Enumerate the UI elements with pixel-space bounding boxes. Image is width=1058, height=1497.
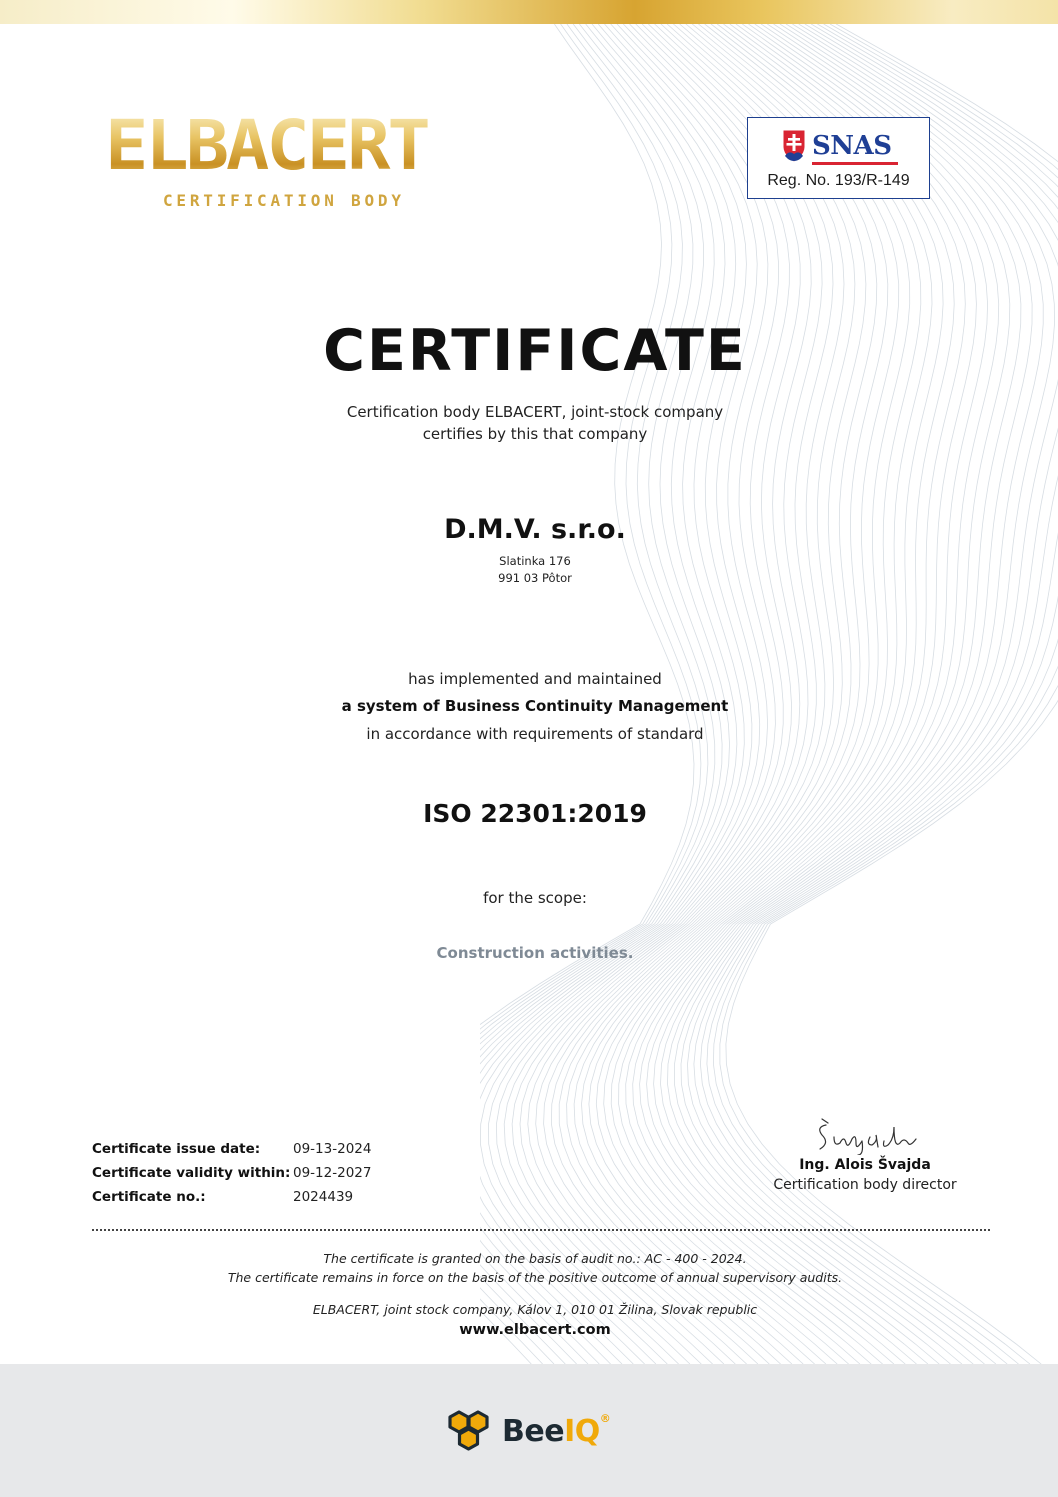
intro-text bbox=[0, 401, 1058, 445]
handwritten-signature bbox=[812, 1115, 922, 1155]
beeiq-logo bbox=[446, 1410, 610, 1452]
statement-line-3: in accordance with requirements of standard bbox=[366, 725, 704, 743]
company-address bbox=[0, 553, 1058, 587]
logo-subtitle: CERTIFICATION BODY bbox=[163, 191, 405, 210]
footer-audit-note: The certificate is granted on the basis of audit no.: AC - 400 - 2024. bbox=[323, 1251, 747, 1266]
snas-wordmark: SNAS bbox=[812, 131, 892, 161]
scope-label: for the scope: bbox=[483, 889, 587, 907]
detail-label: Certificate no.: bbox=[92, 1189, 206, 1205]
wave-line bbox=[480, 24, 744, 1364]
beeiq-wordmark-bee: Bee bbox=[502, 1413, 565, 1449]
intro-line-1: Certification body ELBACERT, joint-stock company bbox=[346, 403, 724, 421]
detail-row-validity bbox=[92, 1161, 371, 1185]
detail-row-issue-date bbox=[92, 1137, 371, 1161]
wave-line bbox=[480, 24, 722, 1364]
company-street: Slatinka 176 bbox=[499, 554, 571, 568]
detail-label: Certificate validity within: bbox=[92, 1165, 291, 1181]
detail-value: 09-13-2024 bbox=[293, 1141, 372, 1157]
wave-line bbox=[480, 24, 752, 1364]
standard-name: ISO 22301:2019 bbox=[423, 799, 647, 828]
signatory-role: Certification body director bbox=[773, 1177, 957, 1193]
detail-label: Certificate issue date: bbox=[92, 1141, 261, 1157]
intro-line-2: certifies by this that company bbox=[422, 425, 648, 443]
snas-registration-number: Reg. No. 193/R-149 bbox=[767, 172, 910, 189]
detail-value: 09-12-2027 bbox=[293, 1165, 372, 1181]
snas-accreditation-badge bbox=[747, 117, 930, 199]
logo-wordmark: ELBACERT bbox=[105, 107, 435, 183]
wave-line bbox=[480, 24, 694, 1364]
elbacert-logo bbox=[105, 105, 435, 210]
statement-line-2: a system of Business Continuity Management bbox=[341, 697, 729, 715]
beeiq-wordmark-iq: IQ bbox=[564, 1413, 600, 1449]
wave-line bbox=[480, 24, 768, 1364]
registered-mark: ® bbox=[599, 1411, 611, 1425]
scope-text: Construction activities. bbox=[436, 944, 634, 962]
footer-address: ELBACERT, joint stock company, Kálov 1, 010 01 Žilina, Slovak republic bbox=[312, 1302, 758, 1317]
honeycomb-icon bbox=[446, 1410, 496, 1452]
top-gold-bar bbox=[0, 0, 1058, 24]
statement-line-1: has implemented and maintained bbox=[408, 670, 662, 688]
wave-line bbox=[480, 24, 715, 1364]
footer-validity-note: The certificate remains in force on the basis of the positive outcome of annual supervisory audits. bbox=[227, 1270, 843, 1285]
slovak-shield-icon bbox=[782, 129, 806, 163]
dotted-divider bbox=[92, 1229, 990, 1231]
wave-line bbox=[480, 24, 701, 1364]
signatory-block bbox=[760, 1115, 970, 1193]
detail-value: 2024439 bbox=[293, 1189, 354, 1205]
signatory-name: Ing. Alois Švajda bbox=[799, 1157, 931, 1173]
certificate-title: CERTIFICATE bbox=[323, 318, 747, 384]
snas-red-underline bbox=[812, 162, 898, 165]
certificate-details bbox=[92, 1137, 371, 1209]
company-name: D.M.V. s.r.o. bbox=[444, 514, 626, 545]
company-city: 991 03 Pôtor bbox=[498, 571, 572, 585]
footer-website: www.elbacert.com bbox=[459, 1322, 611, 1338]
wave-line bbox=[480, 24, 778, 1364]
detail-row-certificate-no bbox=[92, 1185, 371, 1209]
beeiq-wordmark bbox=[502, 1411, 611, 1449]
wave-line bbox=[480, 24, 708, 1364]
